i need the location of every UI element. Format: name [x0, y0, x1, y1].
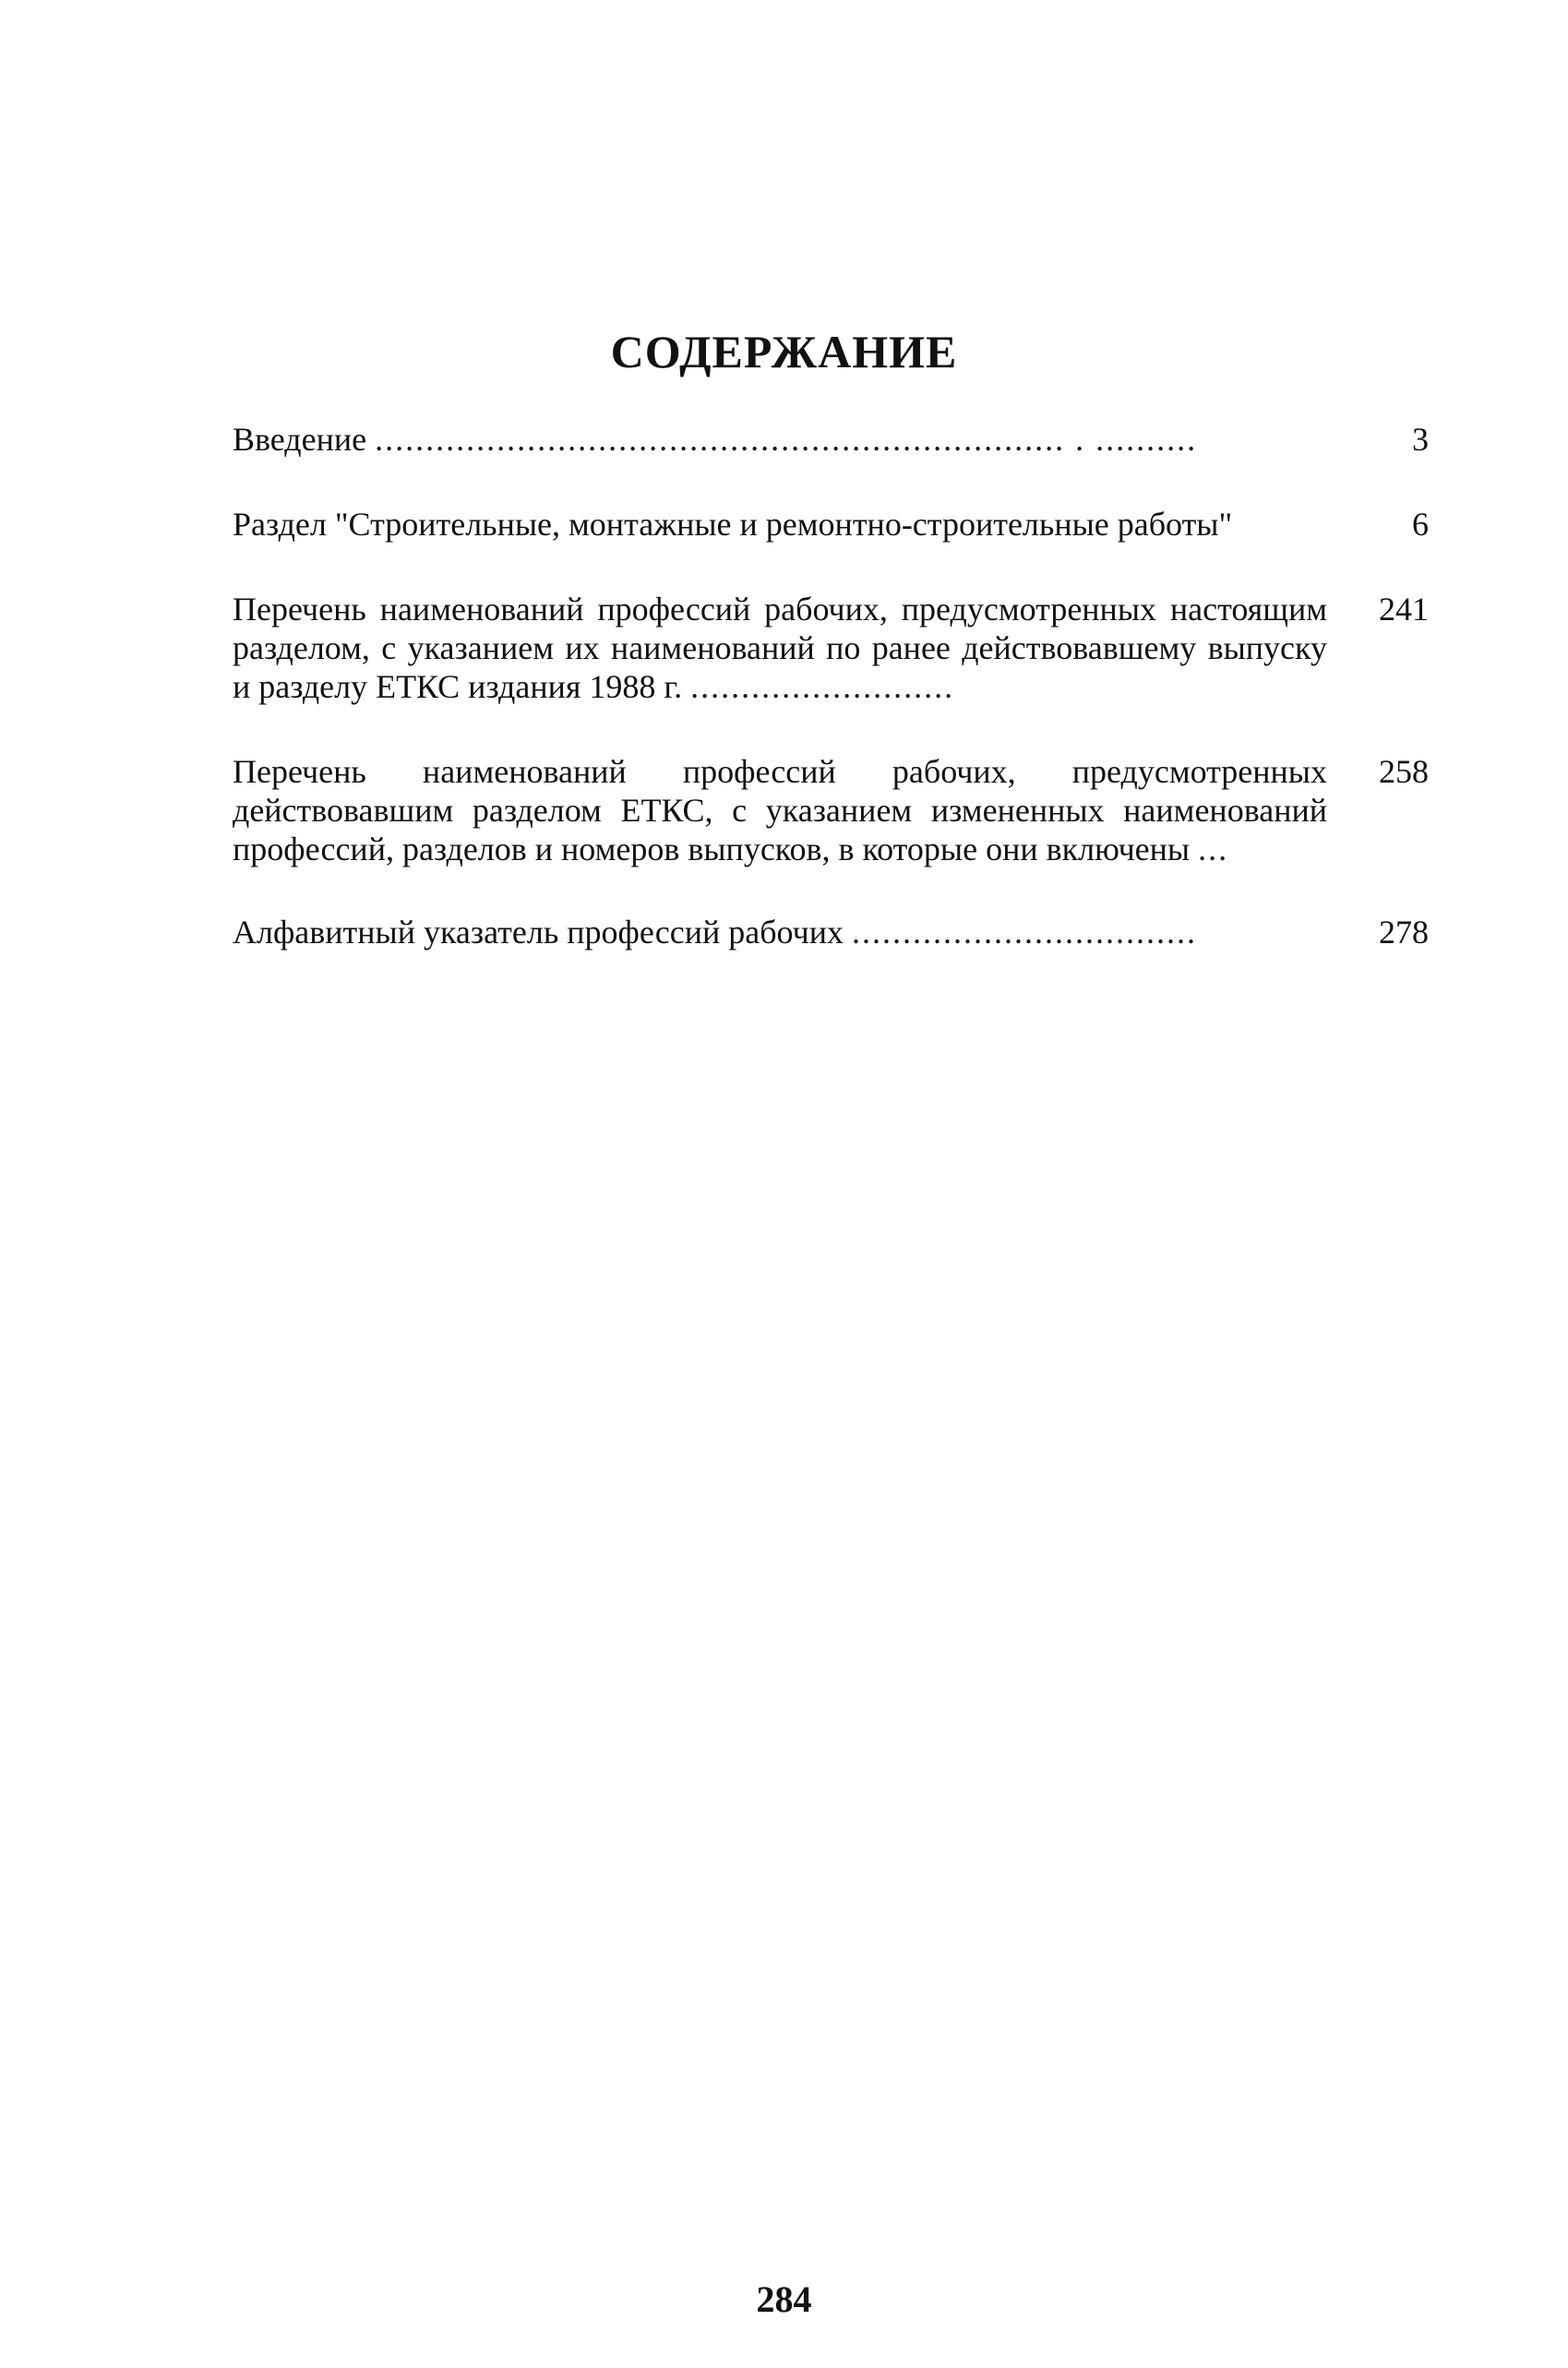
toc-leader-dots: ...: [1198, 831, 1229, 867]
toc-leader-dots: ..........................: [690, 668, 955, 705]
toc-entry-text: [233, 913, 1327, 951]
toc-entry: [233, 913, 1429, 951]
toc-entry-page: 241: [1379, 591, 1429, 628]
toc-entry-text: [233, 505, 1327, 544]
toc-entry: [233, 505, 1429, 544]
toc-entry-page: 278: [1379, 914, 1429, 951]
toc-entry-title: Перечень наименований профессий рабочих, предусмотренных действовавшим разделом ЕТКС, с указанием измененных наименований профессий, разделов и номеров выпусков, в которые они включены: [233, 753, 1327, 867]
toc-entry-text: [233, 590, 1327, 706]
toc-entry: [233, 752, 1429, 868]
toc-entry-title: Перечень наименований профессий рабочих, предусмотренных настоящим разделом, с указанием их наименований по ранее действовавшему выпуску и разделу ЕТКС издания 1988 г.: [233, 591, 1327, 705]
toc-leader-dots: .................................................................... . ..........: [375, 421, 1198, 458]
table-of-contents: [233, 420, 1429, 951]
page-title: СОДЕРЖАНИЕ: [610, 326, 958, 377]
toc-entry-page: 3: [1412, 421, 1429, 458]
toc-leader-dots: ..................................: [851, 914, 1197, 951]
toc-entry-title: Введение: [233, 421, 367, 458]
toc-entry-page: 258: [1379, 753, 1429, 790]
toc-entry-text: [233, 752, 1327, 868]
toc-entry-text: [233, 420, 1327, 459]
toc-entry: [233, 420, 1429, 459]
toc-entry-title: Алфавитный указатель профессий рабочих: [233, 914, 844, 951]
page-number: 284: [756, 2278, 812, 2320]
toc-entry: [233, 590, 1429, 706]
toc-entry-page: 6: [1412, 506, 1429, 543]
toc-entry-title: Раздел "Строительные, монтажные и ремонтно-строительные работы": [233, 506, 1233, 543]
